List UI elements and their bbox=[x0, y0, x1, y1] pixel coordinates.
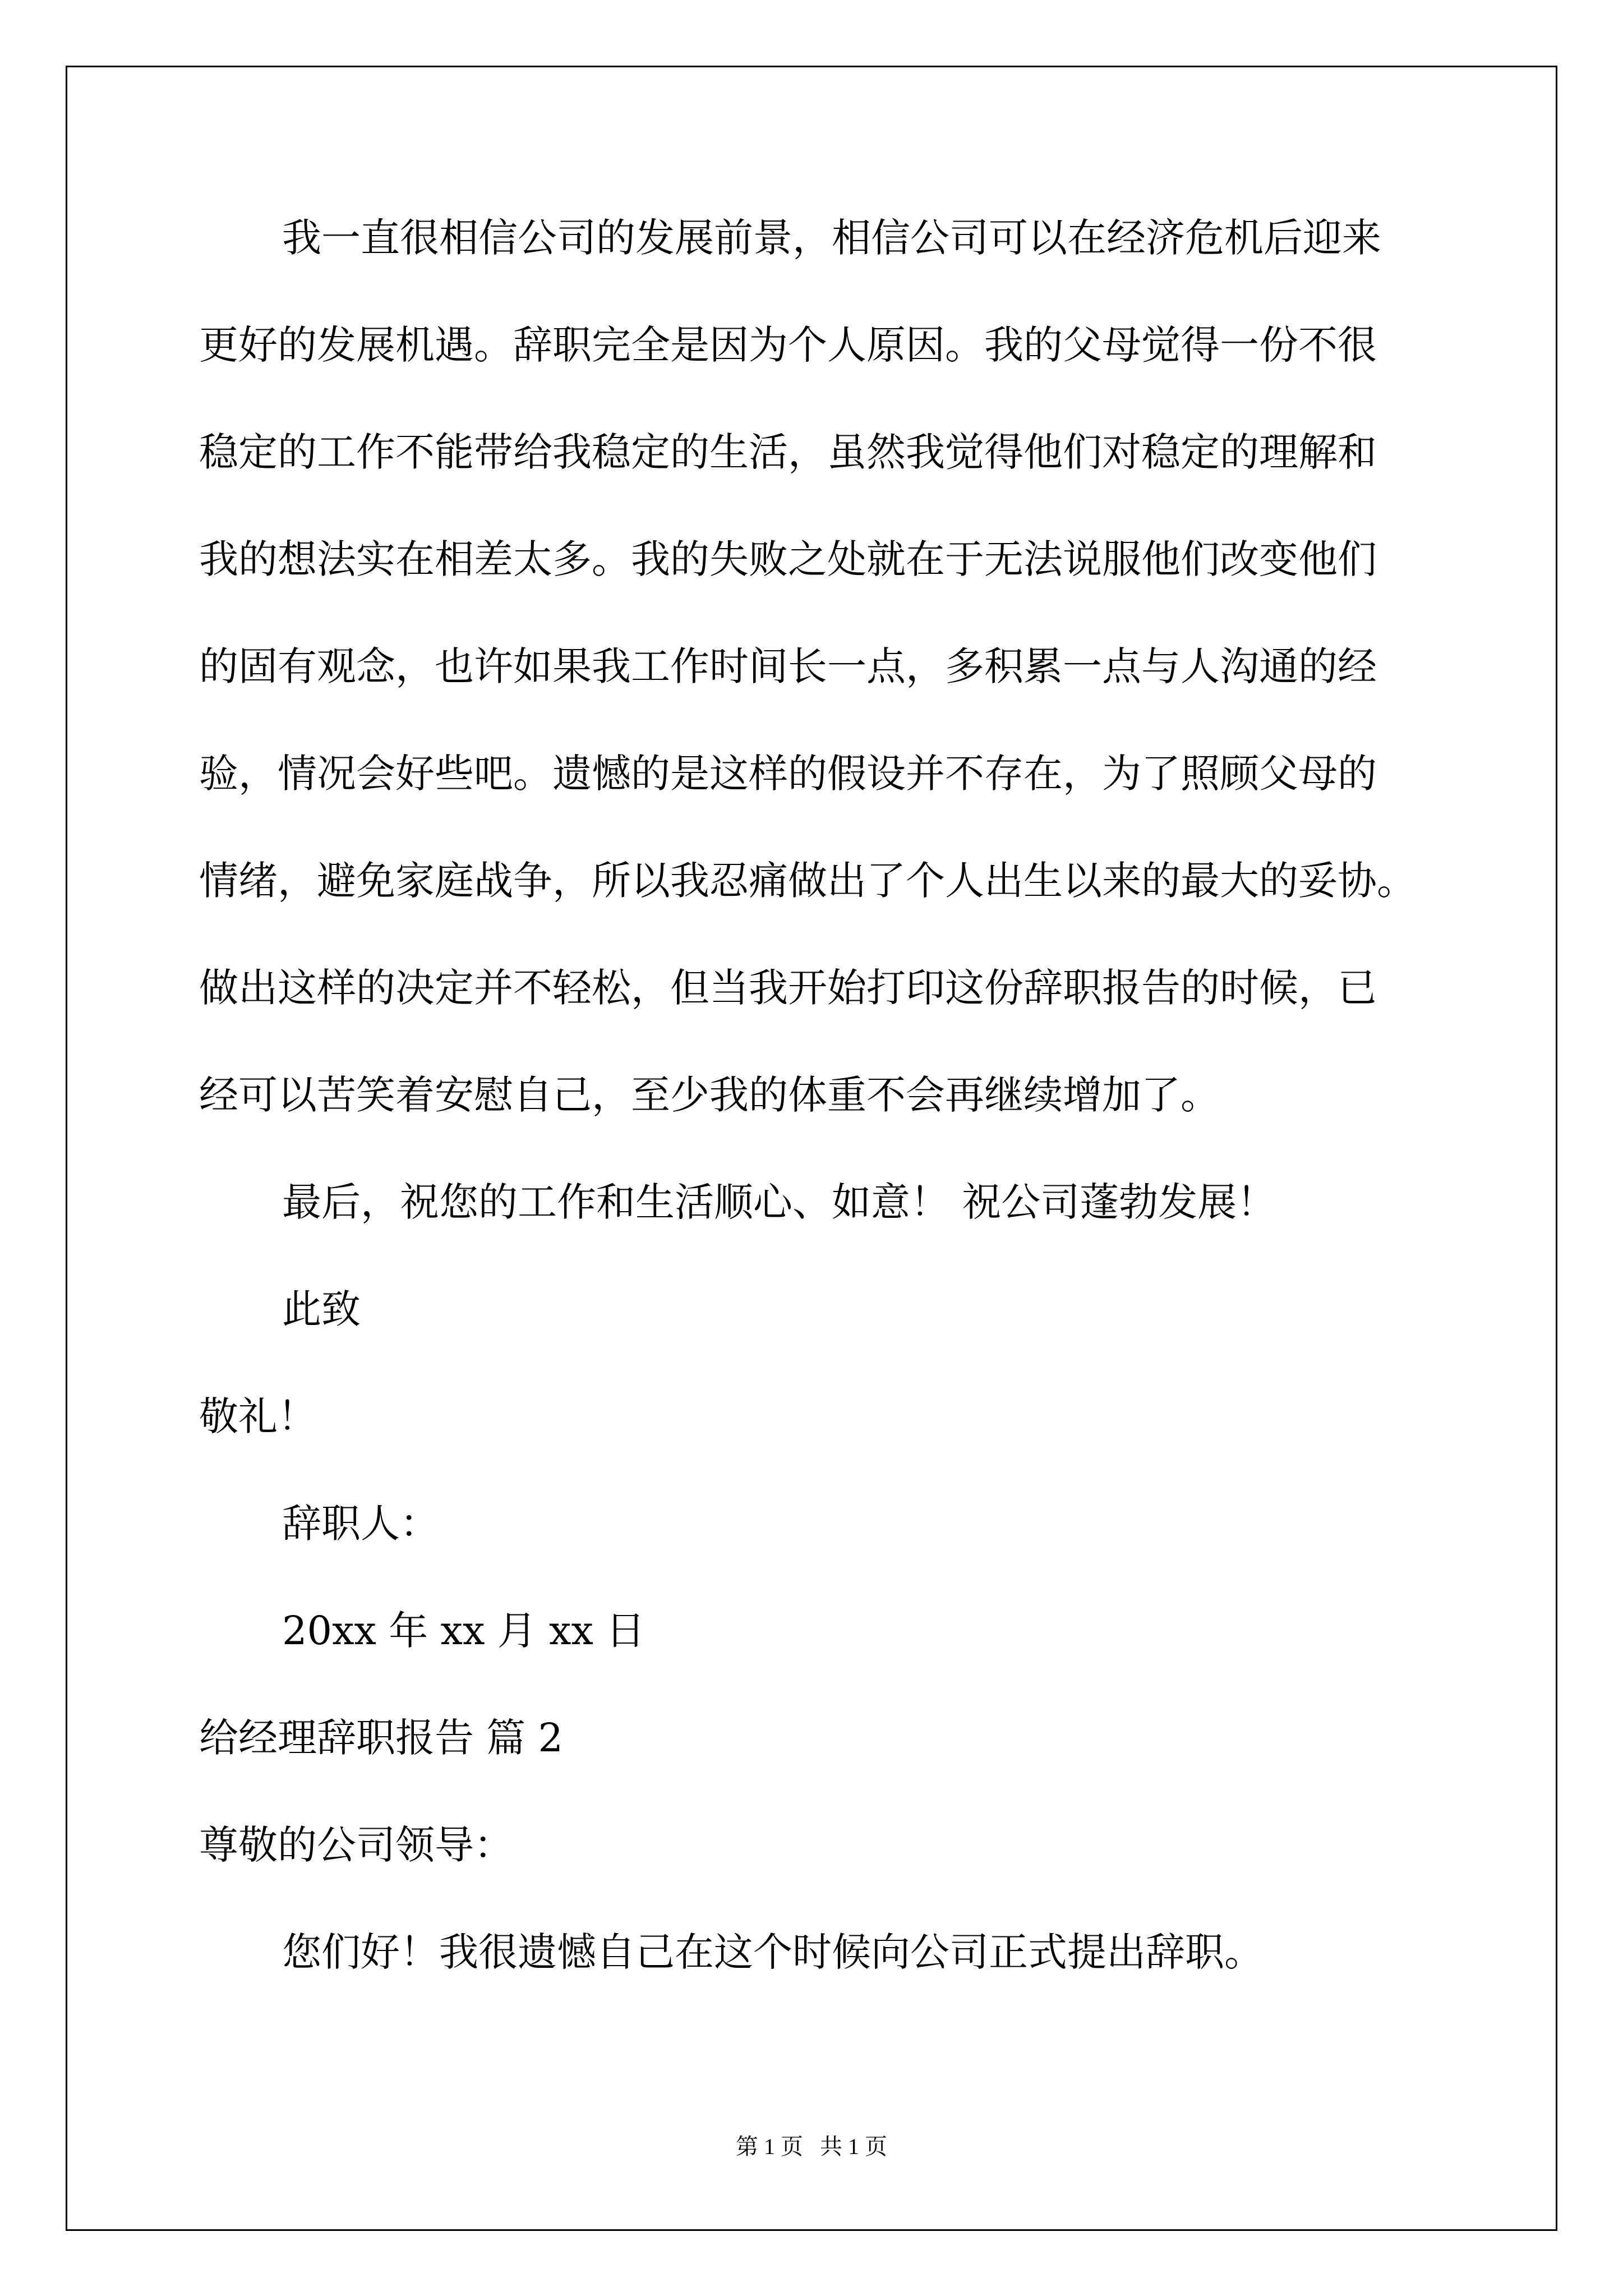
page-footer: 第 1 页 共 1 页 bbox=[736, 2134, 887, 2159]
signature-label: 辞职人： bbox=[282, 1501, 439, 1547]
paragraph-line-8: 做出这样的决定并不轻松，但当我开始打印这份辞职报告的时候，已 bbox=[199, 965, 1377, 1011]
document-body bbox=[199, 208, 1455, 2029]
paragraph-line-3: 稳定的工作不能带给我稳定的生活，虽然我觉得他们对稳定的理解和 bbox=[199, 429, 1377, 475]
salutation-jingli: 敬礼！ bbox=[199, 1393, 317, 1439]
section-heading: 给经理辞职报告 篇 2 bbox=[199, 1715, 564, 1761]
salutation-cizhi: 此致 bbox=[282, 1286, 361, 1332]
paragraph-line-1: 我一直很相信公司的发展前景，相信公司可以在经济危机后迎来 bbox=[282, 215, 1381, 261]
paragraph-line-2: 更好的发展机遇。辞职完全是因为个人原因。我的父母觉得一份不很 bbox=[199, 322, 1377, 368]
date-line: 20xx 年 xx 月 xx 日 bbox=[282, 1608, 645, 1654]
paragraph-line-7: 情绪，避免家庭战争，所以我忍痛做出了个人出生以来的最大的妥协。 bbox=[199, 858, 1416, 904]
closing-wishes: 最后，祝您的工作和生活顺心、如意！ 祝公司蓬勃发展！ bbox=[282, 1179, 1276, 1225]
paragraph-line-9: 经可以苦笑着安慰自己，至少我的体重不会再继续增加了。 bbox=[199, 1072, 1220, 1118]
letter-opening: 您们好！我很遗憾自己在这个时候向公司正式提出辞职。 bbox=[282, 1929, 1264, 1975]
paragraph-line-4: 我的想法实在相差太多。我的失败之处就在于无法说服他们改变他们 bbox=[199, 536, 1377, 582]
paragraph-line-6: 验，情况会好些吧。遗憾的是这样的假设并不存在，为了照顾父母的 bbox=[199, 751, 1377, 797]
paragraph-line-5: 的固有观念，也许如果我工作时间长一点，多积累一点与人沟通的经 bbox=[199, 643, 1377, 689]
letter-greeting: 尊敬的公司领导： bbox=[199, 1822, 513, 1868]
